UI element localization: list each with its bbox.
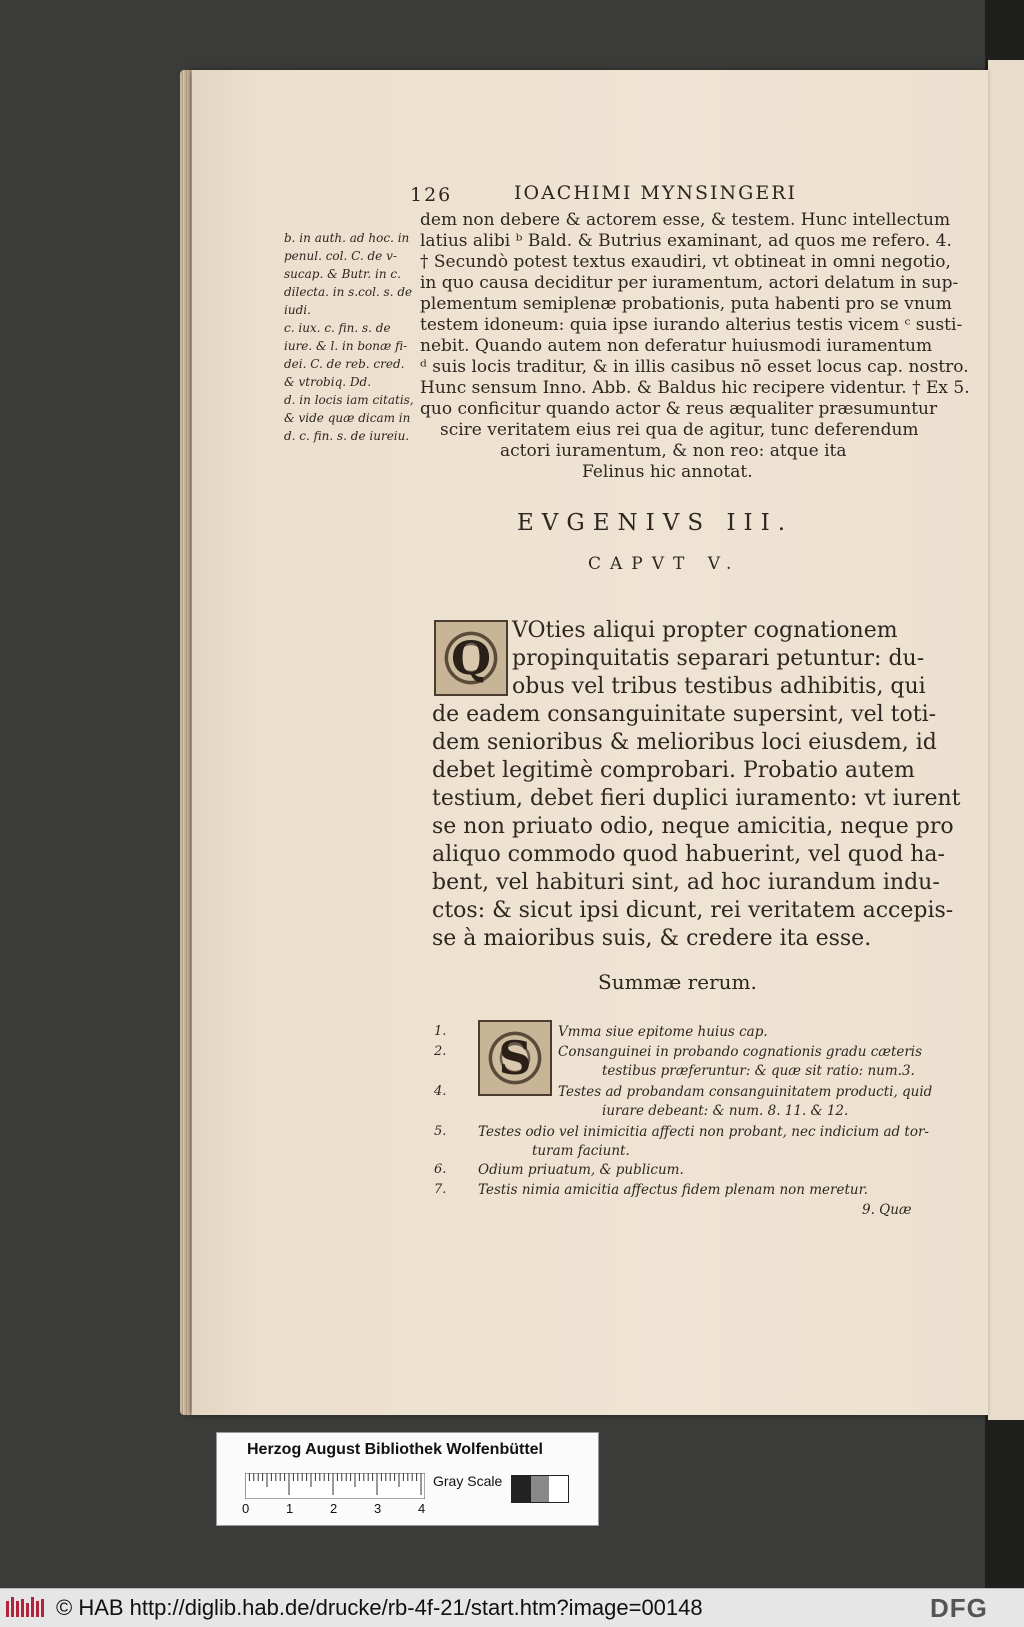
text-line: dem non debere & actorem esse, & testem. Hunc intellectum xyxy=(420,210,951,230)
text-line: nebit. Quando autem non deferatur huiusmodi iuramentum xyxy=(420,336,933,356)
page-number: 126 xyxy=(410,184,453,206)
summary-title: Summæ rerum. xyxy=(598,970,757,994)
text-line: † Secundò potest textus exaudiri, vt obtineat in omni negotio, xyxy=(420,252,951,272)
summary-line: Testes ad probandam consanguinitatem producti, quid xyxy=(558,1084,933,1100)
text-line: Hunc sensum Inno. Abb. & Baldus hic recipere videntur. † Ex 5. xyxy=(420,378,970,398)
text-line: obus vel tribus testibus adhibitis, qui xyxy=(512,674,926,699)
next-page-edge xyxy=(988,60,1024,1420)
summary-line: Consanguinei in probando cognationis gradu cæteris xyxy=(558,1044,923,1060)
ruler-tick-label: 4 xyxy=(418,1501,426,1516)
margin-note: iudi. xyxy=(284,303,311,317)
decorated-initial: Q xyxy=(434,620,508,696)
text-line: bent, vel habituri sint, ad hoc iurandum indu- xyxy=(432,870,940,895)
text-line: testium, debet fieri duplici iuramento: vt iurent xyxy=(432,786,961,811)
text-line: testem idoneum: quia ipse iurando alterius testis vicem ᶜ susti- xyxy=(420,315,963,335)
text-line: latius alibi ᵇ Bald. & Butrius examinant, ad quos me refero. 4. xyxy=(420,231,952,251)
source-url[interactable]: © HAB http://diglib.hab.de/drucke/rb-4f-21/start.htm?image=00148 xyxy=(56,1595,703,1620)
summary-number: 6. xyxy=(434,1162,447,1177)
summary-number: 2. xyxy=(434,1044,447,1059)
color-ruler-card xyxy=(216,1432,599,1526)
section-title: EVGENIVS III. xyxy=(517,510,794,536)
gray-scale-label: Gray Scale xyxy=(433,1473,503,1489)
text-line: scire veritatem eius rei qua de agitur, tunc deferendum xyxy=(440,420,919,440)
ruler-tick-label: 1 xyxy=(286,1501,294,1516)
text-line: VOties aliqui propter cognationem xyxy=(512,618,898,643)
text-line: de eadem consanguinitate supersint, vel toti- xyxy=(432,702,937,727)
swatch-black xyxy=(512,1476,531,1502)
ruler-title: Herzog August Bibliothek Wolfenbüttel xyxy=(247,1441,543,1458)
margin-note: dei. C. de reb. cred. xyxy=(284,357,405,371)
swatch-white xyxy=(549,1476,568,1502)
text-line: Felinus hic annotat. xyxy=(582,462,753,482)
summary-line: Vmma siue epitome huius cap. xyxy=(558,1024,768,1040)
gray-scale-swatches xyxy=(511,1475,569,1503)
summary-number: 1. xyxy=(434,1024,447,1039)
dfg-logo: DFG xyxy=(930,1593,988,1623)
summary-number: 5. xyxy=(434,1124,447,1139)
footer-bar xyxy=(0,1588,1024,1627)
text-line: se non priuato odio, neque amicitia, neque pro xyxy=(432,814,954,839)
summary-line: iurare debeant: & num. 8. 11. & 12. xyxy=(602,1103,849,1119)
text-line: in quo causa deciditur per iuramentum, actori delatum in sup- xyxy=(420,273,959,293)
running-head: IOACHIMI MYNSINGERI xyxy=(514,182,798,204)
margin-note: b. in auth. ad hoc. in xyxy=(284,231,410,245)
hab-logo-icon xyxy=(6,1597,46,1619)
text-line: ᵈ suis locis traditur, & in illis casibus nō esset locus cap. nostro. xyxy=(420,357,969,377)
swatch-gray xyxy=(531,1476,550,1502)
chapter-title: CAPVT V. xyxy=(588,554,741,574)
summary-initial: S xyxy=(478,1020,552,1096)
text-line: actori iuramentum, & non reo: atque ita xyxy=(500,441,847,461)
summary-line: testibus præferuntur: & quæ sit ratio: num.3. xyxy=(602,1063,915,1079)
summary-line: Testes odio vel inimicitia affecti non probant, nec indicium ad tor- xyxy=(478,1124,929,1140)
margin-note: d. c. fin. s. de iureiu. xyxy=(284,429,410,443)
ruler-tick-label: 3 xyxy=(374,1501,382,1516)
margin-note: & vide quæ dicam in xyxy=(284,411,411,425)
text-line: ctos: & sicut ipsi dicunt, rei veritatem accepis- xyxy=(432,898,954,923)
summary-number: 4. xyxy=(434,1084,447,1099)
ruler-tick-label: 2 xyxy=(330,1501,338,1516)
margin-note: & vtrobiq. Dd. xyxy=(284,375,372,389)
book-page xyxy=(192,70,988,1415)
summary-line: turam faciunt. xyxy=(532,1143,630,1159)
text-line: debet legitimè comprobari. Probatio autem xyxy=(432,758,915,783)
margin-note: penul. col. C. de v- xyxy=(284,249,397,263)
text-line: propinquitatis separari petuntur: du- xyxy=(512,646,925,671)
margin-note: iure. & l. in bonæ fi- xyxy=(284,339,408,353)
text-line: plementum semiplenæ probationis, puta habenti pro se vnum xyxy=(420,294,952,314)
summary-line: Odium priuatum, & publicum. xyxy=(478,1162,684,1178)
text-line: se à maioribus suis, & credere ita esse. xyxy=(432,926,872,951)
summary-number: 7. xyxy=(434,1182,447,1197)
margin-note: c. iux. c. fin. s. de xyxy=(284,321,391,335)
ruler-scale xyxy=(245,1473,425,1499)
text-line: aliquo commodo quod habuerint, vel quod ha- xyxy=(432,842,945,867)
catchword: 9. Quæ xyxy=(862,1202,912,1218)
summary-line: Testis nimia amicitia affectus fidem plenam non meretur. xyxy=(478,1182,868,1198)
text-line: dem senioribus & melioribus loci eiusdem, id xyxy=(432,730,937,755)
margin-note: sucap. & Butr. in c. xyxy=(284,267,401,281)
text-line: quo conficitur quando actor & reus æqualiter præsumuntur xyxy=(420,399,938,419)
ruler-tick-label: 0 xyxy=(242,1501,250,1516)
margin-note: d. in locis iam citatis, xyxy=(284,393,414,407)
margin-note: dilecta. in s.col. s. de xyxy=(284,285,413,299)
